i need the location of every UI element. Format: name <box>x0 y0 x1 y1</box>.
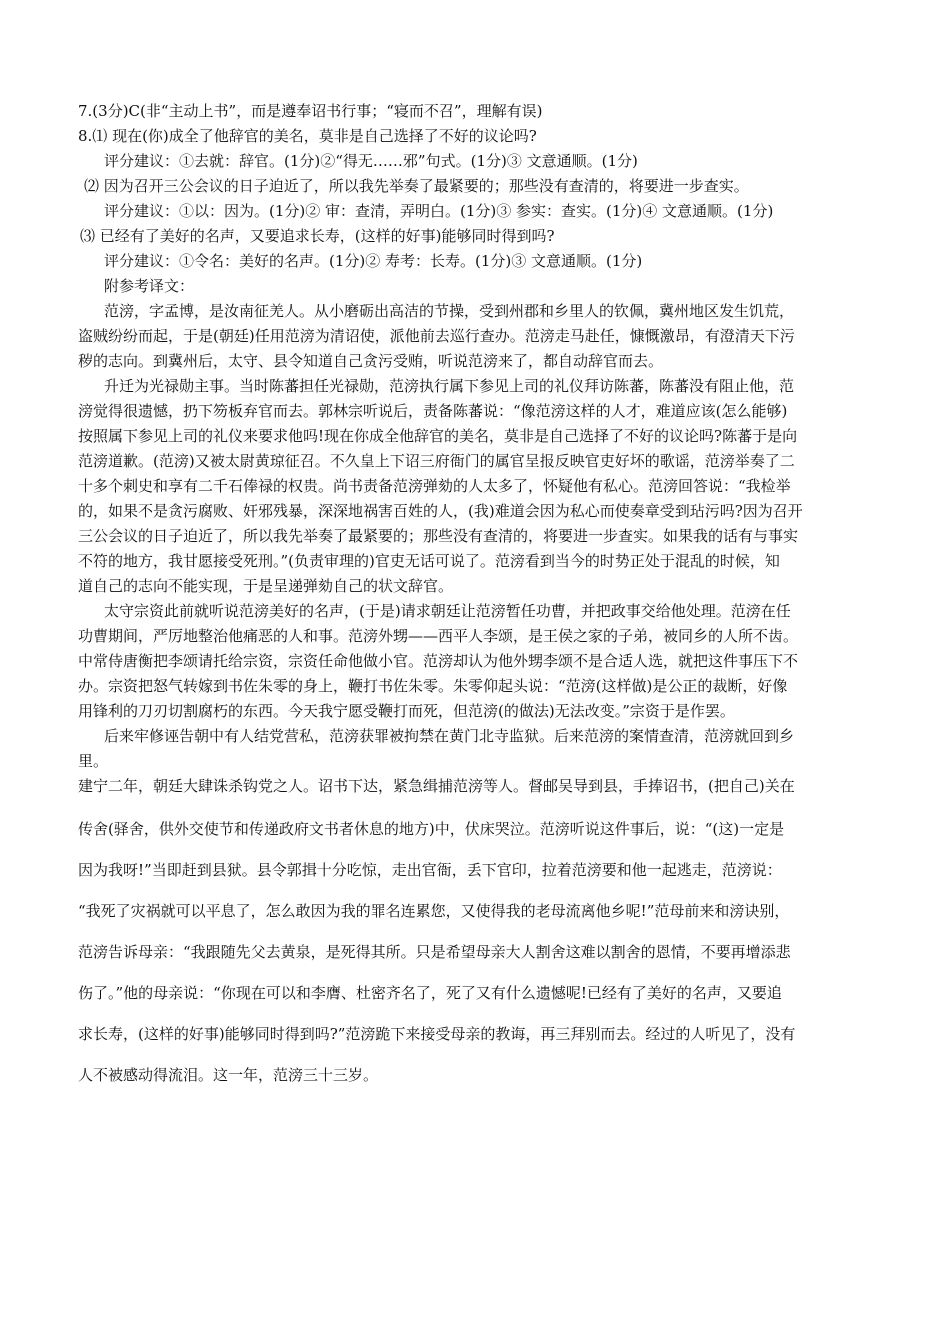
answer-q7: 7.(3分)C(非“主动上书”，而是遵奉诏书行事；“寝而不召”，理解有误) <box>78 102 543 120</box>
translation-line: 道自己的志向不能实现，于是呈递弹劾自己的状文辞官。 <box>78 577 454 595</box>
translation-line: 滂觉得很遗憾，扔下笏板弃官而去。郭林宗听说后，责备陈蕃说：“像范滂这样的人才，难道应该(怎么能够) <box>78 402 788 420</box>
translation-line: 按照属下参见上司的礼仪来要求他吗!现在你成全他辞官的美名，莫非是自己选择了不好的议论吗?陈蕃于是向 <box>78 427 798 445</box>
translation-line: 十多个刺史和享有二千石俸禄的权贵。尚书责备范滂弹劾的人太多了，怀疑他有私心。范滂回答说：“我检举 <box>78 477 791 495</box>
answer-q8-3: ⑶ 已经有了美好的名声，又要追求长寿，(这样的好事)能够同时得到吗? <box>80 227 555 245</box>
translation-line: 求长寿，(这样的好事)能够同时得到吗?”范滂跪下来接受母亲的教诲，再三拜别而去。经过的人听见了，没有 <box>78 1025 796 1043</box>
translation-line: 盗贼纷纷而起，于是(朝廷)任用范滂为清诏使，派他前去巡行查办。范滂走马赴任，慷慨激昂，有澄清天下污 <box>78 327 795 345</box>
translation-line: 太守宗资此前就听说范滂美好的名声，(于是)请求朝廷让范滂暂任功曹，并把政事交给他处理。范滂在任 <box>104 602 791 620</box>
appendix-title: 附参考译文： <box>104 277 195 295</box>
translation-line: 的，如果不是贪污腐败、奸邪残暴，深深地祸害百姓的人，(我)难道会因为私心而使奏章受到玷污吗?因为召开 <box>78 502 803 520</box>
translation-line: 升迁为光禄勋主事。当时陈蕃担任光禄勋，范滂执行属下参见上司的礼仪拜访陈蕃，陈蕃没有阻止他，范 <box>104 377 795 395</box>
translation-line: 里。 <box>78 752 109 770</box>
translation-line: 范滂告诉母亲：“我跟随先父去黄泉，是死得其所。只是希望母亲大人割舍这难以割舍的恩情，不要再增添悲 <box>78 943 791 961</box>
answer-q8-3-score: 评分建议：①令名：美好的名声。(1分)② 寿考：长寿。(1分)③ 文意通顺。(1分) <box>104 252 643 270</box>
answer-q8-2-score: 评分建议：①以：因为。(1分)② 审：查清，弄明白。(1分)③ 参实：查实。(1分)④ 文意通顺。(1分) <box>104 202 774 220</box>
translation-line: 范滂道歉。(范滂)又被太尉黄琼征召。不久皇上下诏三府衙门的属官呈报反映官吏好坏的歌谣，范滂举奏了二 <box>78 452 795 470</box>
translation-line: 传舍(驿舍，供外交使节和传递政府文书者休息的地方)中，伏床哭泣。范滂听说这件事后，说：“(这)一定是 <box>78 820 785 838</box>
answer-q8-1-score: 评分建议：①去就：辞官。(1分)②“得无……邪”句式。(1分)③ 文意通顺。(1分) <box>104 152 638 170</box>
translation-line: 后来牢修诬告朝中有人结党营私，范滂获罪被拘禁在黄门北寺监狱。后来范滂的案情查清，范滂就回到乡 <box>104 727 795 745</box>
translation-line: 三公会议的日子迫近了，所以我先举奏了最紧要的；那些没有查清的，将要进一步查实。如果我的话有与事实 <box>78 527 799 545</box>
translation-line: 因为我呀!”当即赶到县狱。县令郭揖十分吃惊，走出官衙，丢下官印，拉着范滂要和他一起逃走，范滂说： <box>78 861 782 879</box>
answer-q8-2: ⑵ 因为召开三公会议的日子迫近了，所以我先举奏了最紧要的；那些没有查清的，将要进一步查实。 <box>84 177 749 195</box>
translation-line: 秽的志向。到冀州后，太守、县令知道自己贪污受贿，听说范滂来了，都自动辞官而去。 <box>78 352 664 370</box>
translation-line: 功曹期间，严厉地整治他痛恶的人和事。范滂外甥——西平人李颂，是王侯之家的子弟，被同乡的人所不齿。 <box>78 627 799 645</box>
translation-line: 不符的地方，我甘愿接受死刑。”(负责审理的)官吏无话可说了。范滂看到当今的时势正处于混乱的时候，知 <box>78 552 780 570</box>
translation-line: 中常侍唐衡把李颂请托给宗资，宗资任命他做小官。范滂却认为他外甥李颂不是合适人选，就把这件事压下不 <box>78 652 799 670</box>
translation-line: 办。宗资把怒气转嫁到书佐朱零的身上，鞭打书佐朱零。朱零仰起头说：“范滂(这样做)是公正的裁断，好像 <box>78 677 788 695</box>
translation-line: 范滂，字孟博，是汝南征羌人。从小磨砺出高洁的节操，受到州郡和乡里人的钦佩，冀州地区发生饥荒， <box>104 302 795 320</box>
translation-line: 建宁二年，朝廷大肆诛杀钩党之人。诏书下达，紧急缉捕范滂等人。督邮吴导到县，手捧诏书，(把自己)关在 <box>78 777 795 795</box>
translation-line: 伤了。”他的母亲说：“你现在可以和李膺、杜密齐名了，死了又有什么遗憾呢!已经有了美好的名声，又要追 <box>78 984 782 1002</box>
answer-q8-1: 8.⑴ 现在(你)成全了他辞官的美名，莫非是自己选择了不好的议论吗? <box>78 127 537 145</box>
translation-line: “我死了灾祸就可以平息了，怎么敢因为我的罪名连累您，又使得我的老母流离他乡呢!”范母前来和滂诀别， <box>78 902 790 920</box>
translation-line: 用锋利的刀刃切割腐朽的东西。今天我宁愿受鞭打而死，但范滂(的做法)无法改变。”宗资于是作罢。 <box>78 702 735 720</box>
translation-line: 人不被感动得流泪。这一年，范滂三十三岁。 <box>78 1066 379 1084</box>
